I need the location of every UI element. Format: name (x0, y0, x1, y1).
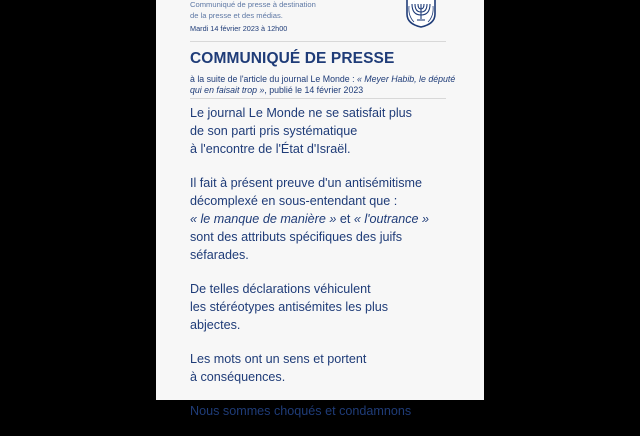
body-line: à conséquences. (190, 370, 286, 384)
subtitle-suffix: , publié le 14 février 2023 (264, 85, 364, 95)
header-divider (190, 41, 446, 42)
title-divider (190, 98, 446, 99)
body-line: Il fait à présent preuve d'un antisémitisme (190, 176, 423, 190)
subtitle (190, 74, 460, 96)
page-title: COMMUNIQUÉ DE PRESSE (190, 50, 395, 67)
body-line: décomplexé en sous-entendant que : (190, 194, 398, 208)
article-title-quote: « Meyer Habib, le député qui en faisait trop » (190, 74, 456, 95)
header-intro-line: de la presse et des médias. (190, 11, 283, 20)
paragraph (190, 350, 480, 386)
body-line: abjectes. (190, 318, 241, 332)
quote-outrance: « l'outrance » (353, 212, 430, 226)
body-line: de son parti pris systématique (190, 124, 358, 138)
body-line: Le journal Le Monde ne se satisfait plus (190, 106, 412, 120)
body-line: sont des attributs spécifiques des juifs (190, 230, 403, 244)
body-line: De telles déclarations véhiculent (190, 282, 371, 296)
header-intro-line: Communiqué de presse à destination (190, 0, 316, 9)
body-conjunction: et (336, 212, 354, 226)
body-line: séfarades. (190, 248, 249, 262)
body-line: les stéréotypes antisémites les plus (190, 300, 389, 314)
paragraph (190, 104, 480, 158)
quote-manner: « le manque de manière » (190, 212, 337, 226)
body-line: Nous sommes choqués et condamnons (190, 404, 412, 418)
press-release-document (156, 0, 484, 418)
header-intro (190, 0, 316, 21)
knesset-menorah-emblem-icon (404, 0, 438, 28)
paragraph (190, 174, 480, 264)
paragraph (190, 402, 480, 420)
paragraph (190, 280, 480, 334)
press-release-body (190, 104, 480, 436)
body-line: Les mots ont un sens et portent (190, 352, 367, 366)
header-date: Mardi 14 février 2023 à 12h00 (190, 24, 288, 33)
body-line: à l'encontre de l'État d'Israël. (190, 142, 351, 156)
subtitle-prefix: à la suite de l'article du journal Le Monde : (190, 74, 357, 84)
